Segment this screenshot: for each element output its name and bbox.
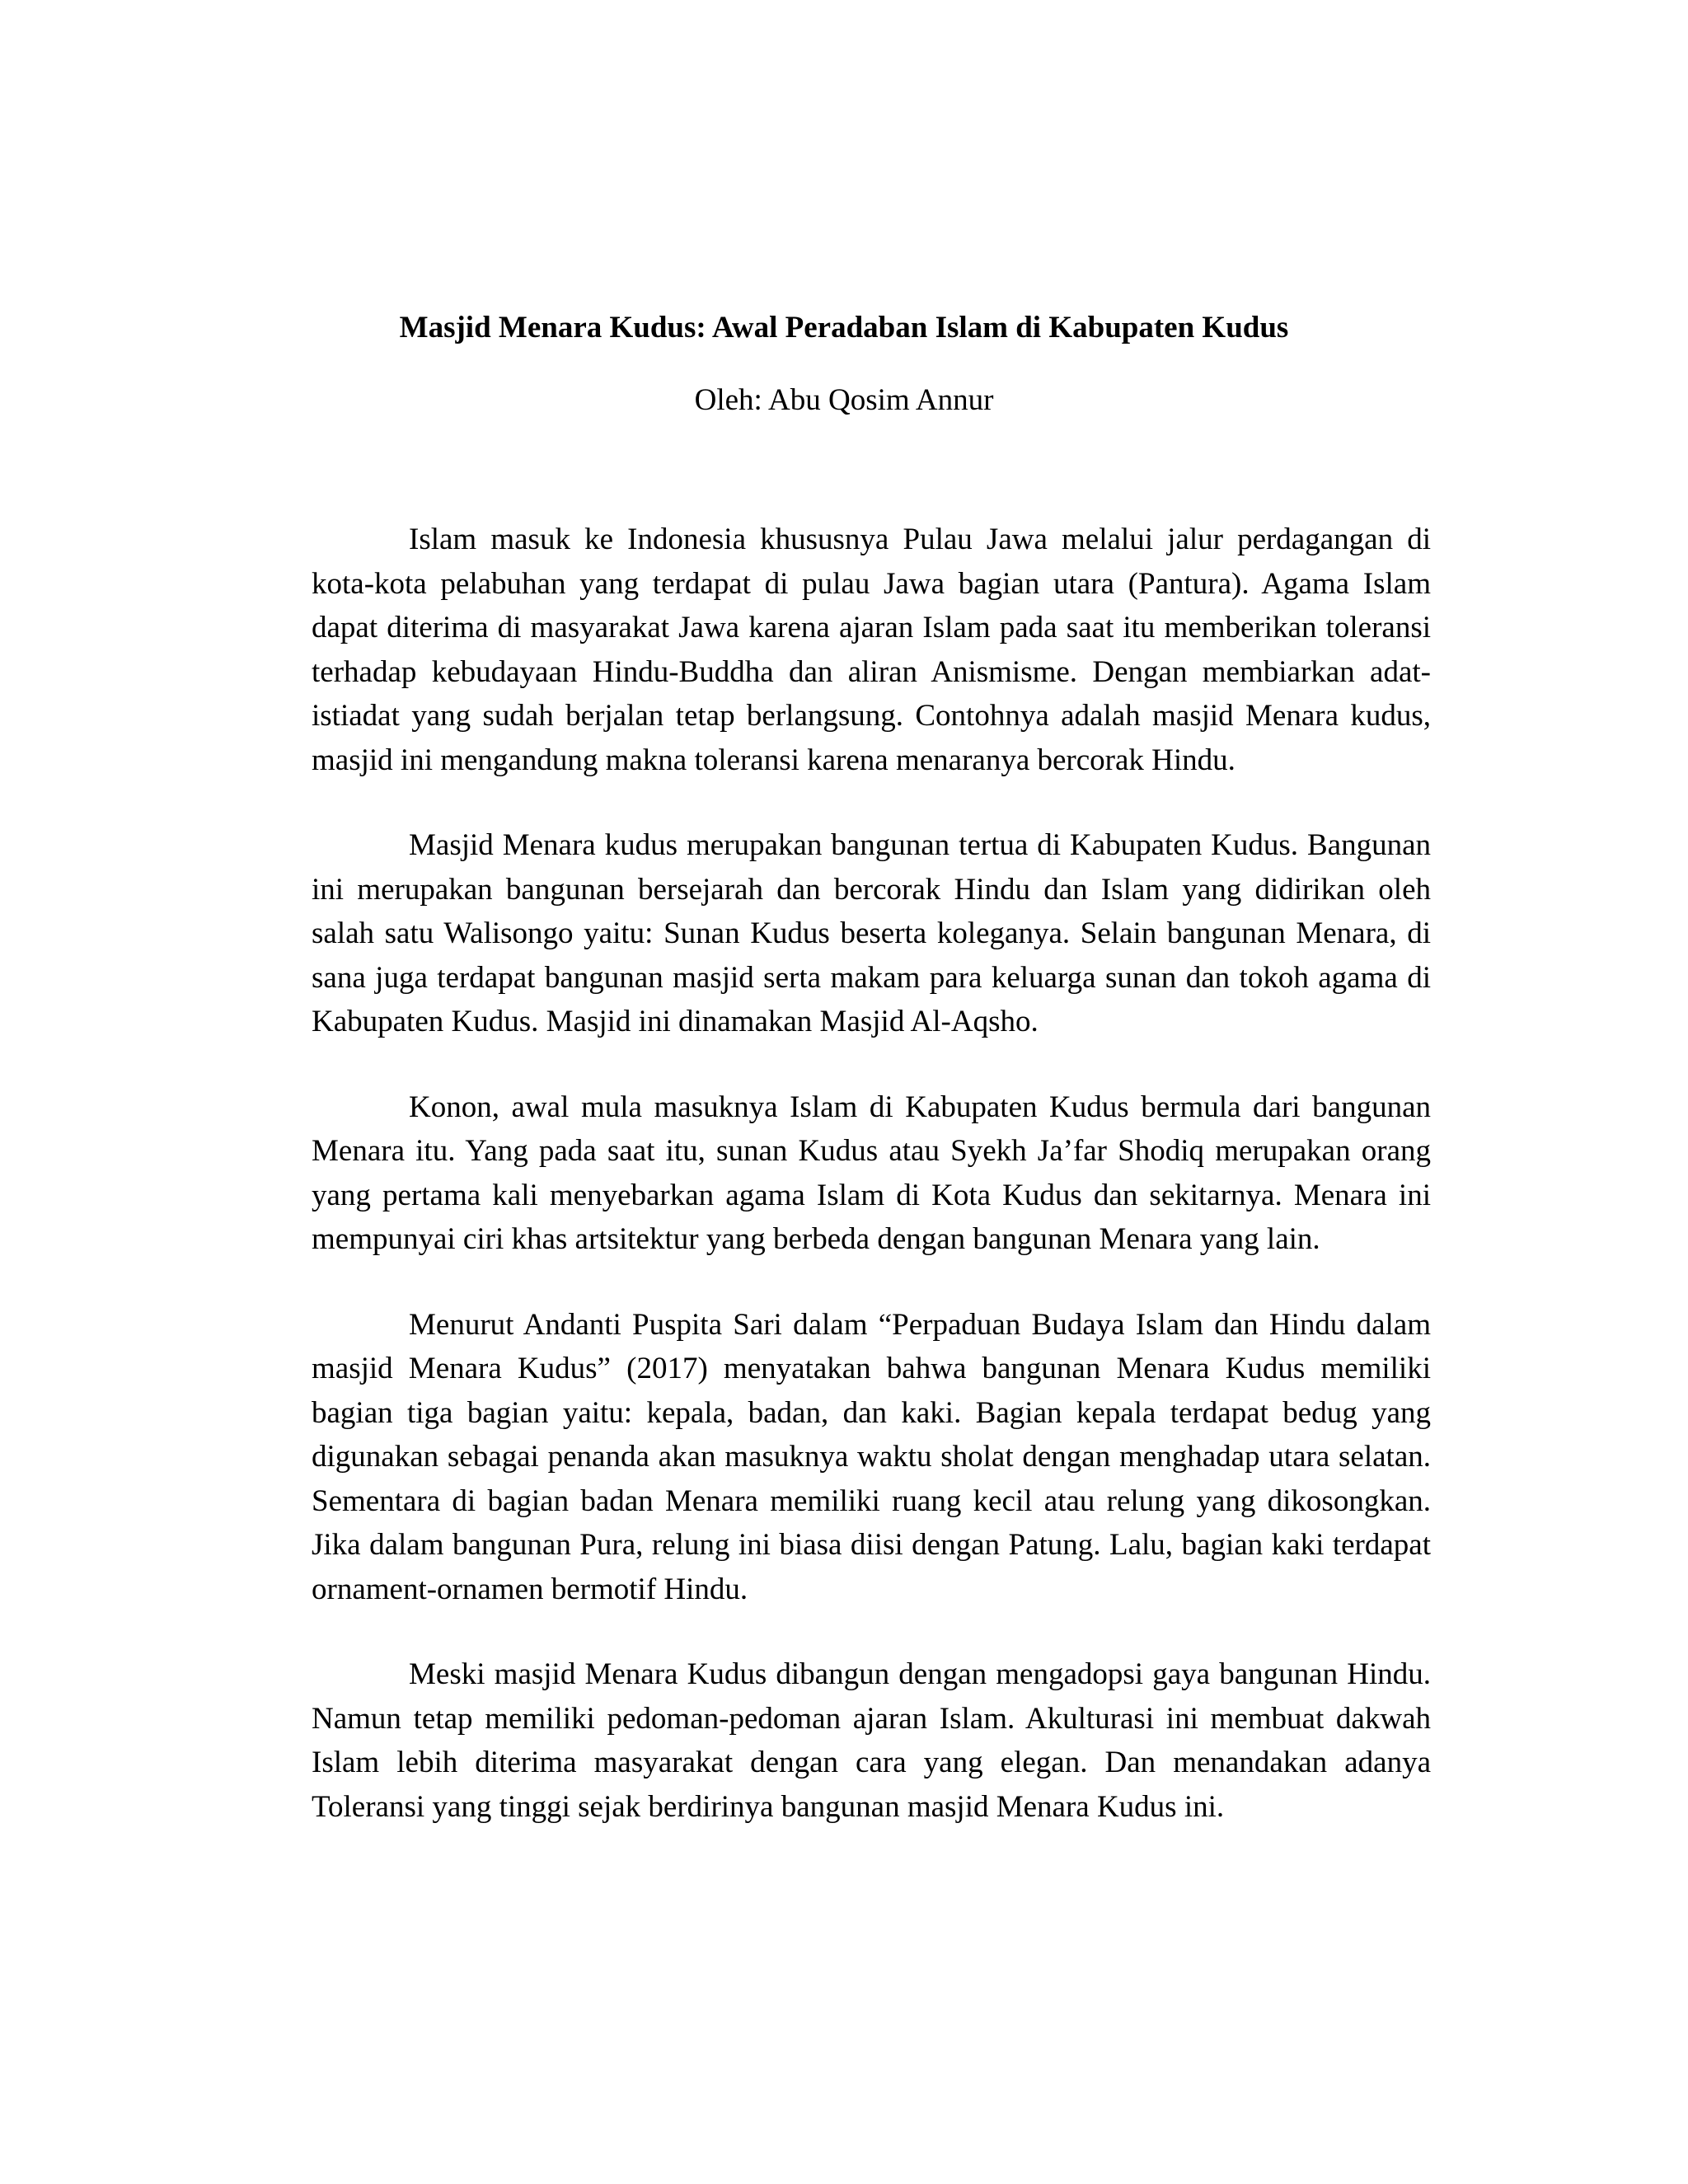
document-title: Masjid Menara Kudus: Awal Peradaban Islam di Kabupaten Kudus	[399, 311, 1289, 344]
paragraph: Meski masjid Menara Kudus dibangun dengan mengadopsi gaya bangunan Hindu. Namun tetap memiliki pedoman-pedoman ajaran Islam. Akulturasi ini membuat dakwah Islam lebih diterima masyarakat dengan cara yang elegan. Dan menandakan adanya Toleransi yang tinggi sejak berdirinya bangunan masjid Menara Kudus ini.	[312, 1657, 1431, 1824]
paragraph: Menurut Andanti Puspita Sari dalam “Perpaduan Budaya Islam dan Hindu dalam masjid Menara Kudus” (2017) menyatakan bahwa bangunan Menara Kudus memiliki bagian tiga bagian yaitu: kepala, badan, dan kaki. Bagian kepala terdapat bedug yang digunakan sebagai penanda akan masuknya waktu sholat dengan menghadap utara selatan. Sementara di bagian badan Menara memiliki ruang kecil atau relung yang dikosongkan. Jika dalam bangunan Pura, relung ini biasa diisi dengan Patung. Lalu, bagian kaki terdapat ornament-ornamen bermotif Hindu.	[312, 1307, 1431, 1606]
document-body	[312, 518, 1431, 1870]
document-author: Oleh: Abu Qosim Annur	[694, 383, 994, 417]
paragraph: Konon, awal mula masuknya Islam di Kabupaten Kudus bermula dari bangunan Menara itu. Yang pada saat itu, sunan Kudus atau Syekh Ja’far Shodiq merupakan orang yang pertama kali menyebarkan agama Islam di Kota Kudus dan sekitarnya. Menara ini mempunyai ciri khas artsitektur yang berbeda dengan bangunan Menara yang lain.	[312, 1090, 1431, 1256]
paragraph: Masjid Menara kudus merupakan bangunan tertua di Kabupaten Kudus. Bangunan ini merupakan bangunan bersejarah dan bercorak Hindu dan Islam yang didirikan oleh salah satu Walisongo yaitu: Sunan Kudus beserta koleganya. Selain bangunan Menara, di sana juga terdapat bangunan masjid serta makam para keluarga sunan dan tokoh agama di Kabupaten Kudus. Masjid ini dinamakan Masjid Al-Aqsho.	[312, 828, 1431, 1038]
paragraph: Islam masuk ke Indonesia khususnya Pulau Jawa melalui jalur perdagangan di kota-kota pelabuhan yang terdapat di pulau Jawa bagian utara (Pantura). Agama Islam dapat diterima di masyarakat Jawa karena ajaran Islam pada saat itu memberikan toleransi terhadap kebudayaan Hindu-Buddha dan aliran Anismisme. Dengan membiarkan adat-istiadat yang sudah berjalan tetap berlangsung. Contohnya adalah masjid Menara kudus, masjid ini mengandung makna toleransi karena menaranya bercorak Hindu.	[312, 523, 1431, 777]
